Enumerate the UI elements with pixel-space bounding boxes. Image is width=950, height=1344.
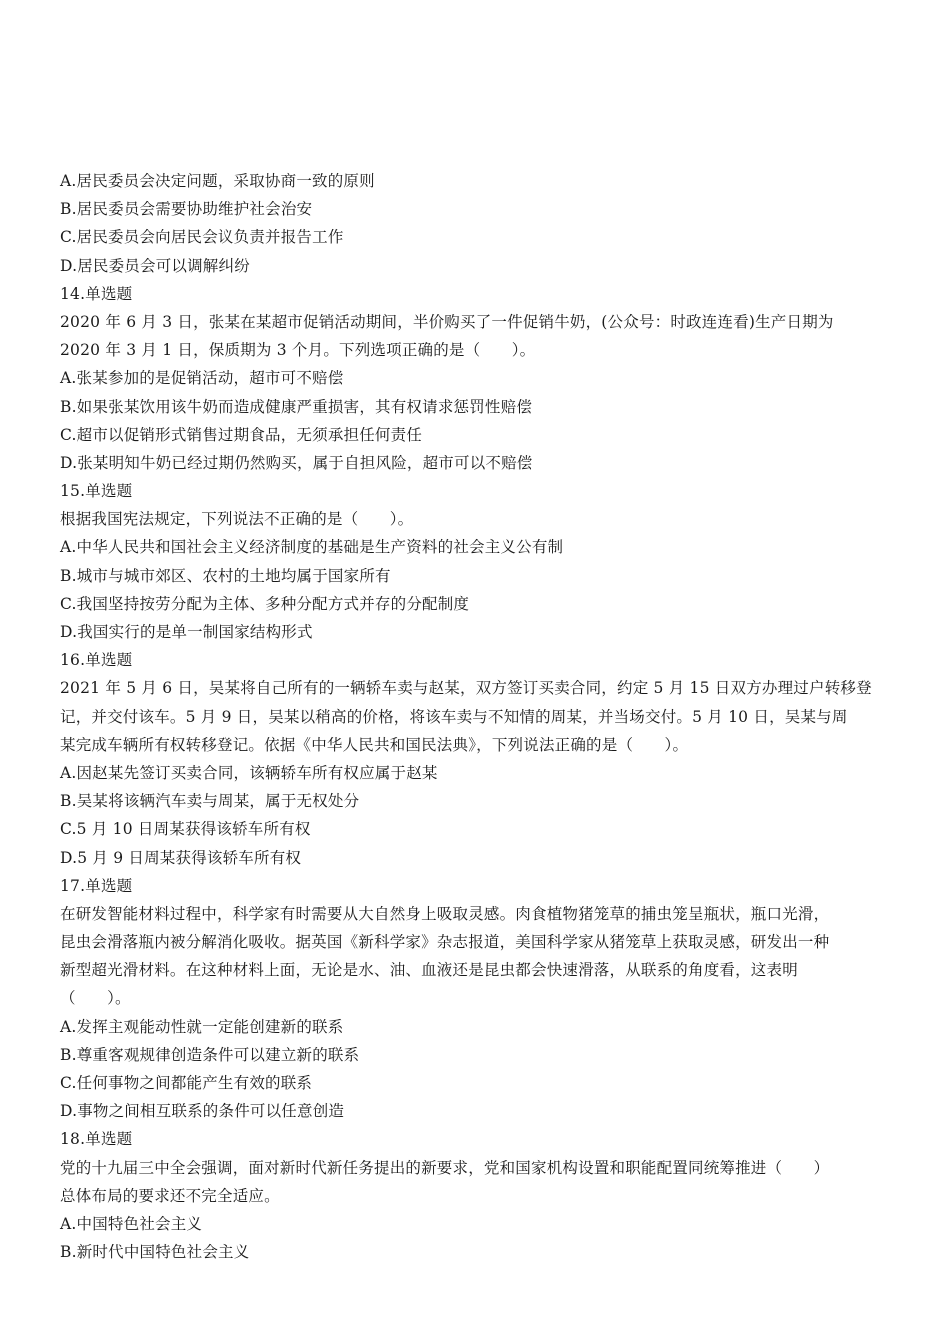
option-c: C.居民委员会向居民会议负责并报告工作: [60, 228, 344, 247]
option-d: D.张某明知牛奶已经过期仍然购买，属于自担风险，超市可以不赔偿: [60, 453, 533, 472]
question-header: 17.单选题: [60, 876, 133, 895]
question-stem-line: 2021 年 5 月 6 日，吴某将自己所有的一辆轿车卖与赵某，双方签订买卖合同，约定 5 月 15 日双方办理过户转移登: [60, 679, 872, 698]
option-b: B.新时代中国特色社会主义: [60, 1243, 250, 1262]
question-stem-line: 在研发智能材料过程中，科学家有时需要从大自然身上吸取灵感。肉食植物猪笼草的捕虫笼呈瓶状，瓶口光滑，: [60, 904, 830, 923]
option-a: A.发挥主观能动性就一定能创建新的联系: [60, 1017, 344, 1036]
option-a: A.居民委员会决定问题，采取协商一致的原则: [60, 172, 375, 190]
option-c: C.我国坚持按劳分配为主体、多种分配方式并存的分配制度: [60, 594, 470, 613]
question-17: [60, 872, 895, 1126]
question-stem-line: 记，并交付该车。5 月 9 日，吴某以稍高的价格，将该车卖与不知情的周某，并当场交付。5 月 10 日，吴某与周: [60, 707, 848, 726]
option-d: D.居民委员会可以调解纠纷: [60, 256, 250, 275]
option-d: D.我国实行的是单一制国家结构形式: [60, 623, 313, 641]
question-15: [60, 477, 895, 646]
question-stem-line: 某完成车辆所有权转移登记。依据《中华人民共和国民法典》，下列说法正确的是（ ）。: [60, 735, 689, 754]
question-14: [60, 280, 895, 477]
question-16: [60, 646, 895, 872]
question-stem-line: 2020 年 3 月 1 日，保质期为 3 个月。下列选项正确的是（ ）。: [60, 341, 536, 360]
option-a: A.中华人民共和国社会主义经济制度的基础是生产资料的社会主义公有制: [60, 538, 564, 557]
option-b: B.居民委员会需要协助维护社会治安: [60, 200, 313, 219]
question-header: 18.单选题: [60, 1130, 133, 1149]
option-b: B.尊重客观规律创造条件可以建立新的联系: [60, 1045, 360, 1064]
question-18: [60, 1125, 895, 1266]
option-a: A.张某参加的是促销活动，超市可不赔偿: [60, 369, 344, 388]
option-d: D.事物之间相互联系的条件可以任意创造: [60, 1102, 345, 1121]
question-stem-line: 党的十九届三中全会强调，面对新时代新任务提出的新要求，党和国家机构设置和职能配置同统筹推进（ ）: [60, 1158, 830, 1177]
option-c: C.5 月 10 日周某获得该轿车所有权: [60, 820, 311, 839]
question-header: 15.单选题: [60, 482, 133, 501]
question-stem-line: 昆虫会滑落瓶内被分解消化吸收。据英国《新科学家》杂志报道，美国科学家从猪笼草上获取灵感，研发出一种: [60, 933, 830, 952]
question-13-options: [60, 167, 895, 280]
option-a: A.中国特色社会主义: [60, 1214, 203, 1233]
question-stem-line: （ ）。: [60, 989, 131, 1008]
option-b: B.城市与城市郊区、农村的土地均属于国家所有: [60, 566, 391, 585]
question-header: 14.单选题: [60, 284, 133, 303]
option-b: B.吴某将该辆汽车卖与周某，属于无权处分: [60, 792, 360, 811]
question-stem-line: 2020 年 6 月 3 日，张某在某超市促销活动期间，半价购买了一件促销牛奶，(公众号：时政连连看)生产日期为: [60, 312, 834, 331]
option-c: C.超市以促销形式销售过期食品，无须承担任何责任: [60, 425, 423, 444]
question-header: 16.单选题: [60, 651, 133, 670]
option-d: D.5 月 9 日周某获得该轿车所有权: [60, 848, 302, 867]
option-c: C.任何事物之间都能产生有效的联系: [60, 1074, 313, 1092]
option-a: A.因赵某先签订买卖合同，该辆轿车所有权应属于赵某: [60, 763, 438, 782]
question-content: [60, 167, 895, 1266]
question-stem-line: 总体布局的要求还不完全适应。: [60, 1186, 280, 1205]
question-stem-line: 新型超光滑材料。在这种材料上面，无论是水、油、血液还是昆虫都会快速滑落，从联系的角度看，这表明: [60, 961, 798, 980]
option-b: B.如果张某饮用该牛奶而造成健康严重损害，其有权请求惩罚性赔偿: [60, 397, 533, 416]
question-stem-line: 根据我国宪法规定，下列说法不正确的是（ ）。: [60, 510, 414, 529]
